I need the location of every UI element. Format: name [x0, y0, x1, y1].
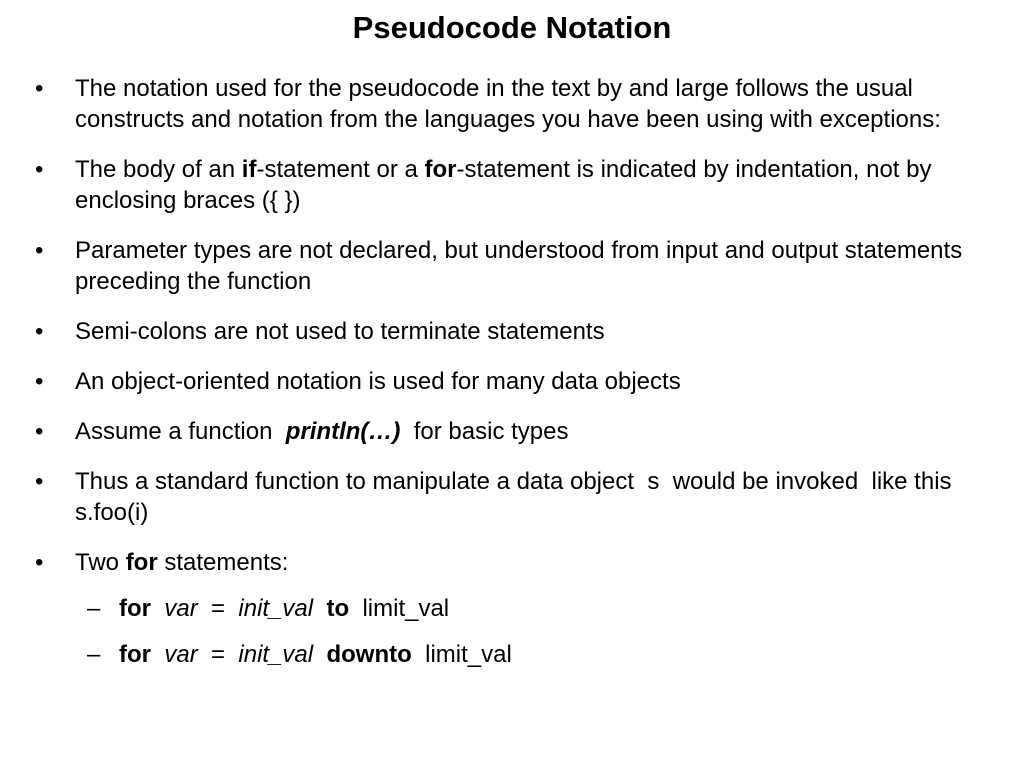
text-segment: Assume a function [75, 418, 286, 445]
bullet-marker: • [35, 368, 44, 395]
function-name: println(…) [285, 418, 401, 445]
equals-sign: = [211, 641, 226, 668]
bullet-marker: • [35, 549, 44, 576]
keyword-downto: downto [326, 641, 412, 668]
keyword-if: if [241, 156, 257, 183]
equals-sign: = [211, 595, 226, 622]
bullet-item [0, 235, 1000, 297]
sub-bullet-item [0, 639, 1000, 670]
bullet-list [0, 73, 1000, 685]
limit-value: limit_val [362, 595, 450, 622]
bullet-item [0, 73, 1000, 135]
init-value: init_val [238, 641, 314, 668]
sub-bullet-text [119, 641, 512, 668]
bullet-marker: • [35, 318, 44, 345]
keyword-for: for [424, 156, 457, 183]
bullet-text [75, 549, 288, 576]
keyword-for: for [125, 549, 158, 576]
sub-bullet-text [119, 595, 449, 622]
slide-title: Pseudocode Notation [352, 10, 672, 45]
bullet-item [0, 416, 1000, 447]
bullet-marker: • [35, 468, 44, 495]
bullet-text: Semi-colons are not used to terminate statements [75, 318, 605, 345]
keyword-for: for [119, 641, 151, 668]
bullet-item [0, 466, 1000, 528]
bullet-marker: • [35, 237, 44, 264]
init-value: init_val [238, 595, 314, 622]
bullet-marker: • [35, 156, 44, 183]
bullet-marker: • [35, 75, 44, 102]
bullet-item [0, 154, 1000, 216]
bullet-text: An object-oriented notation is used for many data objects [75, 368, 681, 395]
sub-bullet-marker: – [87, 595, 101, 622]
bullet-text: The notation used for the pseudocode in the text by and large follows the usual constructs and notation from the languages you have been using with exceptions: [75, 75, 941, 133]
text-segment: -statement or a [256, 156, 425, 183]
keyword-for: for [119, 595, 151, 622]
bullet-text [75, 418, 569, 445]
text-segment: statements: [157, 549, 289, 576]
bullet-text [75, 156, 931, 214]
bullet-marker: • [35, 418, 44, 445]
bullet-text: Thus a standard function to manipulate a data object s would be invoked like this s.foo(i) [75, 468, 972, 526]
keyword-to: to [326, 595, 350, 622]
bullet-item [0, 547, 1000, 578]
text-segment: The body of an [75, 156, 242, 183]
bullet-text: Parameter types are not declared, but understood from input and output statements preceding the function [75, 237, 963, 295]
limit-value: limit_val [425, 641, 512, 668]
sub-bullet-marker: – [87, 641, 101, 668]
text-segment: for basic types [400, 418, 569, 445]
sub-bullet-item [0, 593, 1000, 624]
variable-name: var [164, 595, 198, 622]
variable-name: var [164, 641, 198, 668]
bullet-item [0, 316, 1000, 347]
bullet-item [0, 366, 1000, 397]
text-segment: Two [75, 549, 126, 576]
text-segment: -statement is indicated by indentation, not by enclosing braces ({ }) [75, 156, 932, 214]
